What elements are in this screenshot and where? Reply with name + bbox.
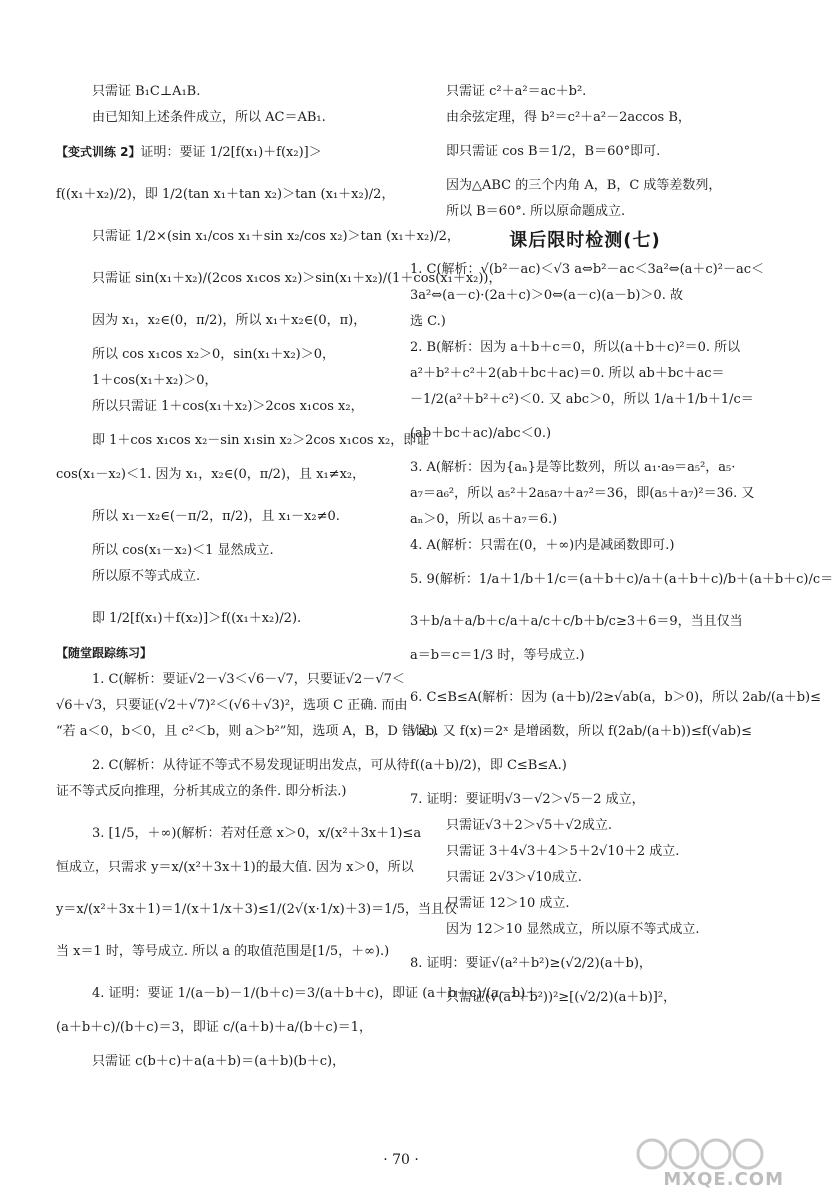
watermark-text: MXQE.COM: [663, 1169, 784, 1190]
text-line: 当 x＝1 时，等号成立. 所以 a 的取值范围是[1/5，＋∞).): [56, 944, 390, 959]
text-line: 选 C.): [410, 314, 446, 329]
text-line: 3. A(解析：因为{aₙ}是等比数列，所以 a₁·a₉＝a₅²，a₅·: [410, 460, 736, 475]
text-line: a＝b＝c＝1/3 时，等号成立.): [410, 648, 585, 663]
text-line: 所以原不等式成立.: [92, 569, 201, 584]
section-title: 课后限时检测(七): [509, 230, 661, 251]
text-line: 由余弦定理，得 b²＝c²＋a²－2accos B，: [446, 110, 691, 125]
text-line: 所以 cos(x₁－x₂)＜1 显然成立.: [92, 543, 274, 558]
text-line: 3＋b/a＋a/b＋c/a＋a/c＋c/b＋b/c≥3＋6＝9，当且仅当: [410, 614, 743, 629]
text-line: a₇＝a₆²，所以 a₅²＋2a₅a₇＋a₇²＝36，即(a₅＋a₇)²＝36. 又: [410, 486, 755, 501]
text-line: f((x₁＋x₂)/2)，即 1/2(tan x₁＋tan x₂)＞tan (x₁＋x₂)/2，: [56, 187, 395, 202]
text-line: 只需证 12＞10 成立.: [446, 896, 570, 911]
text-line: 1. C(解析：√(b²－ac)＜√3 a⇔b²－ac＜3a²⇔(a＋c)²－ac＜: [410, 262, 764, 277]
text-line: 6. C≤B≤A(解析：因为 (a＋b)/2≥√ab(a，b＞0)，所以 2ab/(a＋b)≤: [410, 690, 821, 705]
text-line: √6＋√3，只要证(√2＋√7)²＜(√6＋√3)²，选项 C 正确. 而由: [56, 698, 408, 713]
text-line: 1. C(解析：要证√2－√3＜√6－√7，只要证√2－√7＜: [92, 672, 405, 687]
text-line: 因为 12＞10 显然成立，所以原不等式成立.: [446, 922, 700, 937]
text-line: √ab. 又 f(x)＝2ˣ 是增函数，所以 f(2ab/(a＋b))≤f(√ab)≤: [410, 724, 753, 739]
text-line: 即只需证 cos B＝1/2，B＝60°即可.: [446, 144, 661, 159]
text-line: 由已知知上述条件成立，所以 AC＝AB₁.: [92, 110, 326, 125]
text-line: －1/2(a²＋b²＋c²)＜0. 又 abc＞0，所以 1/a＋1/b＋1/c＝: [410, 392, 754, 407]
text-line: 7. 证明：要证明√3－√2＞√5－2 成立，: [410, 792, 645, 807]
text-line: cos(x₁－x₂)＜1. 因为 x₁，x₂∈(0，π/2)，且 x₁≠x₂，: [56, 467, 366, 482]
text-line: 只需证 B₁C⊥A₁B.: [92, 84, 201, 99]
text-line: 2. C(解析：从待证不等式不易发现证明出发点，可从待: [92, 758, 410, 773]
text-line: 只需证(√(a²＋b²))²≥[(√2/2)(a＋b)]²，: [446, 990, 677, 1005]
text-line: 4. A(解析：只需在(0，＋∞)内是减函数即可.): [410, 538, 675, 553]
text-line: 1＋cos(x₁＋x₂)＞0，: [92, 373, 218, 388]
text-line: 2. B(解析：因为 a＋b＋c＝0，所以(a＋b＋c)²＝0. 所以: [410, 340, 741, 355]
text-line: y＝x/(x²＋3x＋1)＝1/(x＋1/x＋3)≤1/(2√(x·1/x)＋3)＝1/5，当且仅: [56, 902, 458, 917]
text-line: 5. 9(解析：1/a＋1/b＋1/c＝(a＋b＋c)/a＋(a＋b＋c)/b＋(a＋b＋c)/c＝: [410, 572, 833, 587]
text-line: 因为△ABC 的三个内角 A，B，C 成等差数列，: [446, 178, 722, 193]
practice-tag: 【随堂跟踪练习】: [56, 646, 153, 660]
text-line: 所以只需证 1＋cos(x₁＋x₂)＞2cos x₁cos x₂，: [92, 399, 364, 414]
text-line: 因为 x₁，x₂∈(0，π/2)，所以 x₁＋x₂∈(0，π)，: [92, 313, 367, 328]
right-column: [410, 84, 833, 1006]
text-line: (ab＋bc＋ac)/abc＜0.): [410, 426, 552, 441]
text-line: 所以 B＝60°. 所以原命题成立.: [446, 204, 626, 219]
text-line: 即 1/2[f(x₁)＋f(x₂)]＞f((x₁＋x₂)/2).: [92, 611, 302, 626]
text-line: 只需证 c(b＋c)＋a(a＋b)＝(a＋b)(b＋c)，: [92, 1054, 346, 1069]
text-line: “若 a＜0，b＜0，且 c²＜b，则 a＞b²”知，选项 A，B，D 错误.): [56, 724, 438, 739]
text-line: 只需证 1/2×(sin x₁/cos x₁＋sin x₂/cos x₂)＞tan (x₁＋x₂)/2，: [92, 229, 460, 244]
text-line: aₙ＞0，所以 a₅＋a₇＝6.): [410, 512, 558, 527]
page-number: · 70 ·: [383, 1152, 419, 1168]
text-line: 只需证√3＋2＞√5＋√2成立.: [446, 818, 613, 833]
text-line: 只需证 3＋4√3＋4＞5＋2√10＋2 成立.: [446, 844, 680, 859]
variant-training-tag: 【变式训练 2】: [56, 145, 141, 159]
text-line: 3. [1/5，＋∞)(解析：若对任意 x＞0，x/(x²＋3x＋1)≤a: [92, 826, 422, 841]
text-line: f((a＋b)/2)，即 C≤B≤A.): [410, 758, 567, 773]
text-line: 所以 cos x₁cos x₂＞0，sin(x₁＋x₂)＞0，: [92, 347, 336, 362]
text-line: 所以 x₁－x₂∈(－π/2，π/2)，且 x₁－x₂≠0.: [92, 509, 340, 524]
text-line: 证明：要证 1/2[f(x₁)＋f(x₂)]＞: [140, 145, 322, 160]
text-line: 3a²⇔(a－c)·(2a＋c)＞0⇔(a－c)(a－b)＞0. 故: [410, 288, 683, 303]
text-line: 8. 证明：要证√(a²＋b²)≥(√2/2)(a＋b)，: [410, 956, 652, 971]
text-line: 即 1＋cos x₁cos x₂－sin x₁sin x₂＞2cos x₁cos x₂，即证: [92, 433, 430, 448]
text-line: 只需证 c²＋a²＝ac＋b².: [446, 84, 587, 99]
text-line: 只需证 2√3＞√10成立.: [446, 870, 582, 885]
text-line: 只需证 sin(x₁＋x₂)/(2cos x₁cos x₂)＞sin(x₁＋x₂)/(1＋cos(x₁＋x₂))，: [92, 271, 502, 286]
text-line: 4. 证明：要证 1/(a－b)－1/(b＋c)＝3/(a＋b＋c)，即证 (a＋b＋c)/(a－b)＋: [92, 986, 539, 1001]
text-line: 证不等式反向推理，分析其成立的条件. 即分析法.): [56, 784, 347, 799]
text-line: 恒成立，只需求 y＝x/(x²＋3x＋1)的最大值. 因为 x＞0，所以: [56, 860, 414, 875]
text-line: a²＋b²＋c²＋2(ab＋bc＋ac)＝0. 所以 ab＋bc＋ac＝: [410, 366, 725, 381]
text-line: (a＋b＋c)/(b＋c)＝3，即证 c/(a＋b)＋a/(b＋c)＝1，: [56, 1020, 373, 1035]
